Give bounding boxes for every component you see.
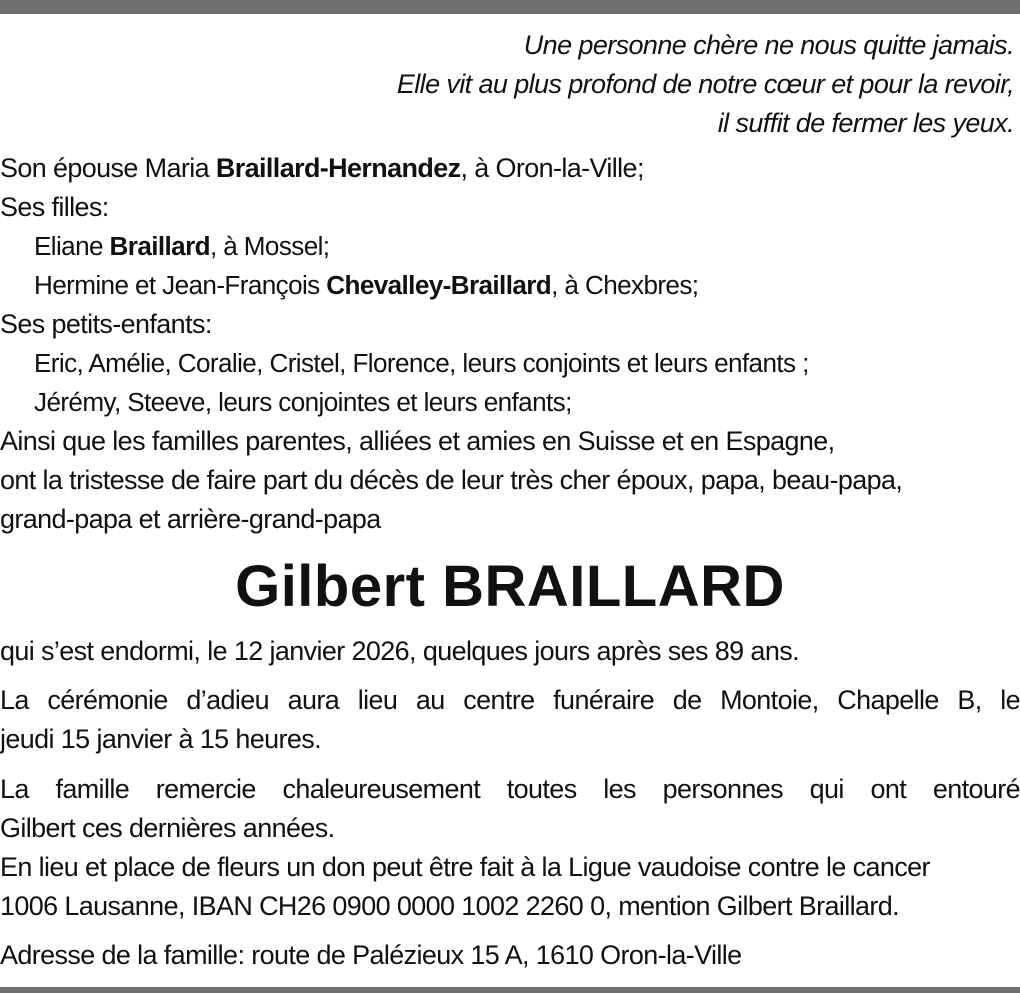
daughter-1-line — [0, 231, 1020, 262]
daughter-2-line — [0, 270, 1020, 301]
announcement-line-1: ont la tristesse de faire part du décès de leur très cher époux, papa, beau-papa, — [0, 465, 903, 495]
relatives-line: Ainsi que les familles parentes, alliées et amies en Suisse et en Espagne, — [0, 426, 835, 456]
announcement-line-2: grand-papa et arrière-grand-papa — [0, 504, 381, 534]
daughter-1-prefix: Eliane — [34, 231, 110, 261]
daughter-1-surname: Braillard — [109, 231, 210, 261]
grandchildren-heading: Ses petits-enfants: — [0, 309, 212, 339]
quote-line-2: Elle vit au plus profond de notre cœur et pour la revoir, — [396, 69, 1014, 99]
donation-line-1: En lieu et place de fleurs un don peut être fait à la Ligue vaudoise contre le cancer — [0, 852, 930, 882]
ceremony-line-1: La cérémonie d’adieu aura lieu au centre funéraire de Montoie, Chapelle B, le — [0, 685, 1020, 715]
spouse-surname: Braillard-Hernandez — [215, 153, 461, 183]
ceremony-line-2: jeudi 15 janvier à 15 heures. — [0, 724, 322, 754]
daughter-1-suffix: , à Mossel; — [209, 231, 330, 261]
daughter-2-suffix: , à Chexbres; — [551, 270, 699, 300]
daughter-2-surname: Chevalley-Braillard — [326, 270, 552, 300]
grandchildren-line-2: Jérémy, Steeve, leurs conjointes et leurs enfants; — [34, 387, 572, 417]
spouse-line — [0, 153, 1020, 184]
daughters-heading: Ses filles: — [0, 192, 109, 222]
grandchildren-line-1: Eric, Amélie, Coralie, Cristel, Florence, leurs conjoints et leurs enfants ; — [34, 348, 809, 378]
daughter-2-prefix: Hermine et Jean-François — [34, 270, 327, 300]
bottom-rule — [0, 987, 1020, 993]
spouse-suffix: , à Oron-la-Ville; — [460, 153, 644, 183]
thanks-line-2: Gilbert ces dernières années. — [0, 813, 335, 843]
family-address: Adresse de la famille: route de Palézieux 15 A, 1610 Oron-la-Ville — [0, 940, 742, 970]
spouse-prefix: Son épouse Maria — [0, 153, 216, 183]
deceased-name: Gilbert BRAILLARD — [235, 554, 785, 619]
thanks-line-1: La famille remercie chaleureusement toutes les personnes qui ont entouré — [0, 774, 1020, 804]
death-notice: qui s’est endormi, le 12 janvier 2026, quelques jours après ses 89 ans. — [0, 636, 799, 666]
top-rule — [0, 0, 1020, 14]
donation-line-2: 1006 Lausanne, IBAN CH26 0900 0000 1002 2260 0, mention Gilbert Braillard. — [0, 891, 900, 921]
quote-line-1: Une personne chère ne nous quitte jamais. — [523, 30, 1014, 60]
quote-line-3: il suffit de fermer les yeux. — [717, 108, 1014, 138]
